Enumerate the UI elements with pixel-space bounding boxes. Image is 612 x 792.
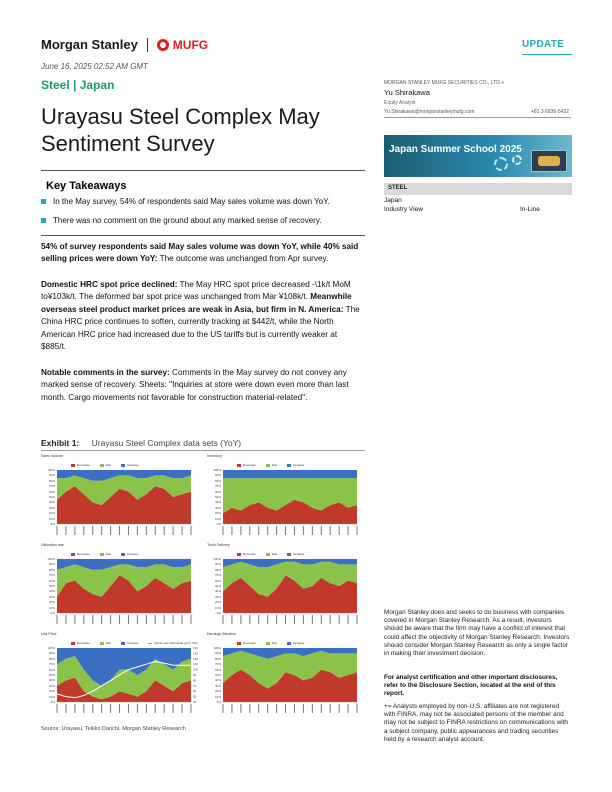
legend-label: Increase (292, 552, 305, 556)
y-tick-label: 80% (48, 656, 55, 661)
y-tick-label: 100% (47, 468, 55, 472)
y-tick-label: 80% (48, 478, 55, 483)
x-tick-mark (92, 526, 93, 535)
x-tick-mark (128, 704, 129, 713)
key-takeaways-heading: Key Takeaways (46, 180, 127, 192)
x-tick-mark (173, 526, 174, 535)
y-tick-label: 20% (214, 600, 221, 605)
x-tick-mark (146, 615, 147, 624)
x-tick-mark (191, 615, 192, 624)
legend-label: Decrease (77, 641, 90, 645)
x-tick-mark (321, 526, 322, 535)
x-tick-mark (57, 704, 58, 713)
x-tick-mark (110, 704, 111, 713)
x-tick-mark (155, 704, 156, 713)
x-tick-mark (137, 704, 138, 713)
mufg-icon (157, 39, 169, 51)
x-tick-mark (128, 615, 129, 624)
x-tick-mark (164, 704, 165, 713)
x-tick-mark (312, 526, 313, 535)
exhibit-label: Exhibit 1: (41, 438, 80, 448)
bullet-square-icon (41, 218, 46, 223)
coverage-header-bar (384, 183, 572, 195)
legend-label: Increase (126, 552, 139, 556)
chart-panel (41, 454, 201, 540)
bullet-square-icon (41, 199, 46, 204)
x-tick-mark (267, 704, 268, 713)
y-tick-label: 20% (214, 689, 221, 694)
exhibit-title (41, 438, 241, 448)
x-tick-mark (223, 704, 224, 713)
y-tick-label: 40% (48, 678, 55, 683)
y-tick-label: 80% (48, 567, 55, 572)
analyst-divider (384, 117, 571, 118)
x-tick-mark (146, 526, 147, 535)
x-tick-mark (173, 704, 174, 713)
y2-tick-label: 90 (193, 673, 197, 677)
exhibit-source: Source: Urayasu, Teikko Danchi, Morgan Stanley Research (41, 726, 186, 732)
x-tick-mark (191, 526, 192, 535)
chart-title: Sales Volume (41, 454, 63, 458)
x-tick-mark (294, 615, 295, 624)
x-tick-mark (249, 615, 250, 624)
y-tick-label: 70% (48, 484, 55, 489)
x-tick-mark (231, 615, 232, 624)
y-tick-label: 30% (48, 594, 55, 599)
x-tick-mark (223, 615, 224, 624)
paragraph-text: The outcome was unchanged from Apr survey. (159, 254, 329, 264)
paragraph-lead: Notable comments in the survey: (41, 368, 170, 377)
x-tick-mark (294, 526, 295, 535)
x-tick-mark (348, 615, 349, 624)
y-tick-label: 0% (216, 611, 221, 615)
x-tick-mark (303, 526, 304, 535)
legend-label: Flat (271, 552, 277, 556)
y-tick-label: 50% (214, 673, 221, 677)
disclaimer-text: Morgan Stanley does and seeks to do business with companies covered in Morgan Stanley Research. As a result, investors should be aware that the firm may have a conflict of interest that could affect the objectivity of Morgan Stanley Research. Investors should consider Morgan Stanley Research as only a single factor in making their investment decision. (384, 609, 570, 658)
y-tick-label: 100% (47, 646, 55, 650)
y-tick-label: 70% (48, 662, 55, 667)
update-underline (522, 54, 572, 55)
x-tick-mark (65, 704, 66, 713)
x-tick-mark (57, 615, 58, 624)
body-paragraph (41, 241, 363, 266)
industry-view-label: Industry View (384, 206, 423, 213)
y-tick-label: 10% (214, 694, 221, 699)
y-tick-label: 0% (216, 700, 221, 704)
y2-tick-label: 40 (193, 700, 197, 704)
x-tick-mark (339, 526, 340, 535)
x-tick-mark (240, 526, 241, 535)
body-paragraph (41, 279, 363, 353)
x-tick-mark (146, 704, 147, 713)
x-tick-mark (101, 615, 102, 624)
takeaways-divider (41, 235, 365, 236)
y-tick-label: 40% (214, 500, 221, 505)
x-tick-mark (92, 704, 93, 713)
x-tick-mark (285, 704, 286, 713)
paragraph-lead: Domestic HRC spot price declined: (41, 280, 178, 289)
paragraph-lead: Meanwhile overseas steel product market prices are weak in Asia, but firm in N. America: (41, 292, 352, 314)
x-tick-mark (330, 704, 331, 713)
x-tick-mark (348, 526, 349, 535)
chart-plot (207, 543, 367, 629)
chart-panel (41, 543, 201, 629)
x-tick-mark (182, 615, 183, 624)
chart-panel (207, 543, 367, 629)
x-tick-mark (137, 526, 138, 535)
x-tick-mark (312, 615, 313, 624)
chart-panel (207, 632, 367, 718)
x-tick-mark (312, 704, 313, 713)
chart-plot (207, 454, 367, 540)
logo-mufg: MUFG (172, 37, 209, 52)
y-tick-label: 100% (47, 557, 55, 561)
x-tick-mark (357, 526, 358, 535)
paragraph-text: The China HRC price continues to soften, currently tracking at $442/t, while the North American HRC price had increased due to the US tariffs but is currently weaker at $885/t. (41, 304, 360, 352)
page-title: Urayasu Steel Complex May Sentiment Survey (41, 104, 320, 156)
chart-title: Unit Price (41, 632, 57, 636)
legend-label: Flat (105, 552, 111, 556)
x-tick-mark (83, 526, 84, 535)
y-tick-label: 90% (48, 562, 55, 567)
analyst-email[interactable]: Yu.Shirakawa@morganstanleymufg.com (384, 109, 475, 115)
x-tick-mark (321, 704, 322, 713)
x-tick-mark (83, 615, 84, 624)
legend-label: Flat (271, 641, 277, 645)
x-tick-mark (303, 615, 304, 624)
y-tick-label: 0% (50, 700, 55, 704)
paragraph-text: Comments in the May survey do not convey any marked sense of recovery. Sheets: "Inquiries at store were down even more than last month. Cargo movements not favorable for construction material-related". (41, 368, 349, 402)
y-tick-label: 10% (214, 605, 221, 610)
y-tick-label: 30% (214, 683, 221, 688)
y-tick-label: 0% (50, 611, 55, 615)
y2-tick-label: 110 (193, 662, 198, 667)
y-tick-label: 40% (48, 500, 55, 505)
x-tick-mark (155, 526, 156, 535)
x-tick-mark (65, 615, 66, 624)
x-tick-mark (223, 526, 224, 535)
chart-plot (41, 454, 201, 540)
y-tick-label: 60% (214, 578, 221, 583)
x-tick-mark (231, 526, 232, 535)
y-tick-label: 10% (48, 605, 55, 610)
x-tick-mark (164, 526, 165, 535)
x-tick-mark (57, 526, 58, 535)
y-tick-label: 60% (48, 667, 55, 672)
y-tick-label: 30% (214, 505, 221, 510)
y-tick-label: 100% (213, 468, 221, 472)
gear-icon (494, 157, 508, 171)
y-tick-label: 0% (50, 522, 55, 526)
x-tick-mark (330, 526, 331, 535)
x-tick-mark (267, 615, 268, 624)
y-tick-label: 90% (214, 562, 221, 567)
x-tick-mark (240, 704, 241, 713)
logo-ms: Morgan Stanley (41, 37, 138, 52)
y-tick-label: 90% (48, 473, 55, 478)
y-tick-label: 50% (214, 584, 221, 588)
x-tick-mark (101, 526, 102, 535)
legend-label: Rebar spot (thousand yen/t, rhs) (154, 641, 198, 645)
x-tick-mark (258, 615, 259, 624)
finra-notice: += Analysts employed by non-U.S. affiliates are not registered with FINRA, may not be associated persons of the member and may not be subject to FINRA restrictions on communications with a subject company, public appearances and trading securities held by a research analyst account. (384, 703, 568, 743)
chart-plot (41, 543, 201, 629)
y2-tick-label: 130 (193, 651, 199, 656)
y-tick-label: 70% (48, 573, 55, 578)
y-tick-label: 80% (214, 567, 221, 572)
y-tick-label: 100% (213, 646, 221, 650)
region-name[interactable]: Japan (79, 78, 115, 92)
x-tick-mark (285, 615, 286, 624)
x-tick-mark (191, 704, 192, 713)
y2-tick-label: 140 (193, 646, 199, 650)
x-tick-mark (249, 526, 250, 535)
x-tick-mark (119, 526, 120, 535)
x-tick-mark (110, 526, 111, 535)
x-tick-mark (119, 704, 120, 713)
chart-panel (41, 632, 201, 718)
x-tick-mark (276, 704, 277, 713)
y-tick-label: 90% (214, 473, 221, 478)
legend-label: Flat (105, 463, 111, 467)
y-tick-label: 60% (48, 489, 55, 494)
y-tick-label: 30% (48, 505, 55, 510)
x-tick-mark (321, 615, 322, 624)
chart-plot (41, 632, 201, 718)
y-tick-label: 70% (214, 484, 221, 489)
gear-icon (512, 155, 522, 165)
takeaway-text: In the May survey, 54% of respondents said May sales volume was down YoY. (53, 197, 330, 206)
legend-label: Flat (105, 641, 111, 645)
chart-plot (207, 632, 367, 718)
legend-label: Increase (292, 641, 305, 645)
x-tick-mark (92, 615, 93, 624)
update-badge: UPDATE (522, 39, 565, 50)
chart-panel (207, 454, 367, 540)
chart-title: Earnings Situation (207, 632, 237, 636)
industry-view-value: In-Line (520, 206, 540, 213)
x-tick-mark (182, 526, 183, 535)
x-tick-mark (182, 704, 183, 713)
paragraph-text: The May HRC spot price decreased -\1k/t MoM to¥103k/t. The deformed bar spot price was unchanged from Mar ¥108k/t. (41, 280, 351, 302)
y-tick-label: 90% (214, 651, 221, 656)
x-tick-mark (74, 615, 75, 624)
logo-divider (147, 38, 148, 52)
y-tick-label: 30% (214, 594, 221, 599)
x-tick-mark (357, 704, 358, 713)
x-tick-mark (83, 704, 84, 713)
x-tick-mark (65, 526, 66, 535)
coverage-region: Japan (384, 197, 402, 204)
x-tick-mark (330, 615, 331, 624)
y-tick-label: 70% (214, 662, 221, 667)
x-tick-mark (110, 615, 111, 624)
y-tick-label: 70% (214, 573, 221, 578)
x-tick-mark (137, 615, 138, 624)
car-icon (531, 150, 567, 172)
x-tick-mark (357, 615, 358, 624)
x-tick-mark (231, 704, 232, 713)
title-divider (41, 170, 365, 171)
y-tick-label: 50% (214, 495, 221, 499)
y-tick-label: 10% (48, 516, 55, 521)
x-tick-mark (240, 615, 241, 624)
x-tick-mark (74, 704, 75, 713)
x-tick-mark (348, 704, 349, 713)
y-tick-label: 0% (216, 522, 221, 526)
x-tick-mark (74, 526, 75, 535)
coverage-header: STEEL (388, 185, 408, 191)
y-tick-label: 90% (48, 651, 55, 656)
x-tick-mark (294, 704, 295, 713)
body-paragraph (41, 367, 363, 404)
takeaway-item (41, 216, 321, 225)
y-tick-label: 10% (214, 516, 221, 521)
x-tick-mark (276, 615, 277, 624)
y2-tick-label: 120 (193, 656, 199, 661)
banner-text: Japan Summer School 2025 (389, 144, 522, 155)
y-tick-label: 100% (213, 557, 221, 561)
legend-label: Increase (292, 463, 305, 467)
brand-logo (41, 37, 208, 52)
y2-tick-label: 50 (193, 694, 197, 699)
takeaway-item (41, 197, 330, 206)
legend-label: Decrease (243, 552, 256, 556)
disclosure-notice: For analyst certification and other important disclosures, refer to the Disclosure Section, located at the end of this report. (384, 674, 558, 698)
y-tick-label: 60% (48, 578, 55, 583)
y2-tick-label: 70 (193, 683, 197, 688)
x-tick-mark (119, 615, 120, 624)
legend-label: Decrease (243, 641, 256, 645)
x-tick-mark (128, 526, 129, 535)
y-tick-label: 50% (48, 495, 55, 499)
publish-date: June 16, 2025 02:52 AM GMT (41, 62, 148, 71)
y-tick-label: 50% (48, 673, 55, 677)
x-tick-mark (285, 526, 286, 535)
chart-title: Utilization rate (41, 543, 64, 547)
exhibit-caption: Urayasu Steel Complex data sets (YoY) (91, 438, 242, 448)
y-tick-label: 20% (48, 689, 55, 694)
chart-title: Truck Delivery (207, 543, 230, 547)
exhibit-divider (41, 450, 365, 451)
series-area-increase (223, 470, 357, 478)
x-tick-mark (258, 704, 259, 713)
sector-divider: | (73, 78, 80, 92)
y2-tick-label: 100 (193, 667, 199, 672)
chart-title: Inventory (207, 454, 222, 458)
y2-tick-label: 80 (193, 678, 197, 683)
y-tick-label: 10% (48, 694, 55, 699)
promo-banner[interactable] (384, 135, 572, 177)
paragraph-lead: 54% of survey respondents said May sales volume was down YoY, while 40% said selling prices were down YoY: (41, 242, 359, 264)
x-tick-mark (276, 526, 277, 535)
y-tick-label: 20% (48, 511, 55, 516)
legend-label: Decrease (77, 463, 90, 467)
y-tick-label: 20% (48, 600, 55, 605)
y-tick-label: 80% (214, 478, 221, 483)
x-tick-mark (339, 615, 340, 624)
y-tick-label: 50% (48, 584, 55, 588)
analyst-phone: +81 3 6836-5432 (531, 109, 569, 115)
sector-line (41, 78, 114, 92)
analyst-firm: MORGAN STANLEY MUFG SECURITIES CO., LTD.+ (384, 80, 505, 86)
y2-tick-label: 60 (193, 689, 197, 694)
x-tick-mark (339, 704, 340, 713)
y-tick-label: 40% (48, 589, 55, 594)
legend-label: Decrease (77, 552, 90, 556)
y-tick-label: 40% (214, 589, 221, 594)
y-tick-label: 20% (214, 511, 221, 516)
analyst-name[interactable]: Yu Shirakawa (384, 88, 430, 97)
x-tick-mark (155, 615, 156, 624)
x-tick-mark (173, 615, 174, 624)
x-tick-mark (267, 526, 268, 535)
y-tick-label: 40% (214, 678, 221, 683)
legend-label: Decrease (243, 463, 256, 467)
y-tick-label: 30% (48, 683, 55, 688)
legend-label: Increase (126, 641, 139, 645)
takeaway-text: There was no comment on the ground about any marked sense of recovery. (53, 216, 322, 225)
legend-label: Flat (271, 463, 277, 467)
x-tick-mark (249, 704, 250, 713)
x-tick-mark (258, 526, 259, 535)
y-tick-label: 60% (214, 489, 221, 494)
x-tick-mark (303, 704, 304, 713)
analyst-role: Equity Analyst (384, 100, 416, 106)
y-tick-label: 60% (214, 667, 221, 672)
x-tick-mark (164, 615, 165, 624)
sector-name[interactable]: Steel (41, 78, 70, 92)
y-tick-label: 80% (214, 656, 221, 661)
x-tick-mark (101, 704, 102, 713)
legend-label: Increase (126, 463, 139, 467)
